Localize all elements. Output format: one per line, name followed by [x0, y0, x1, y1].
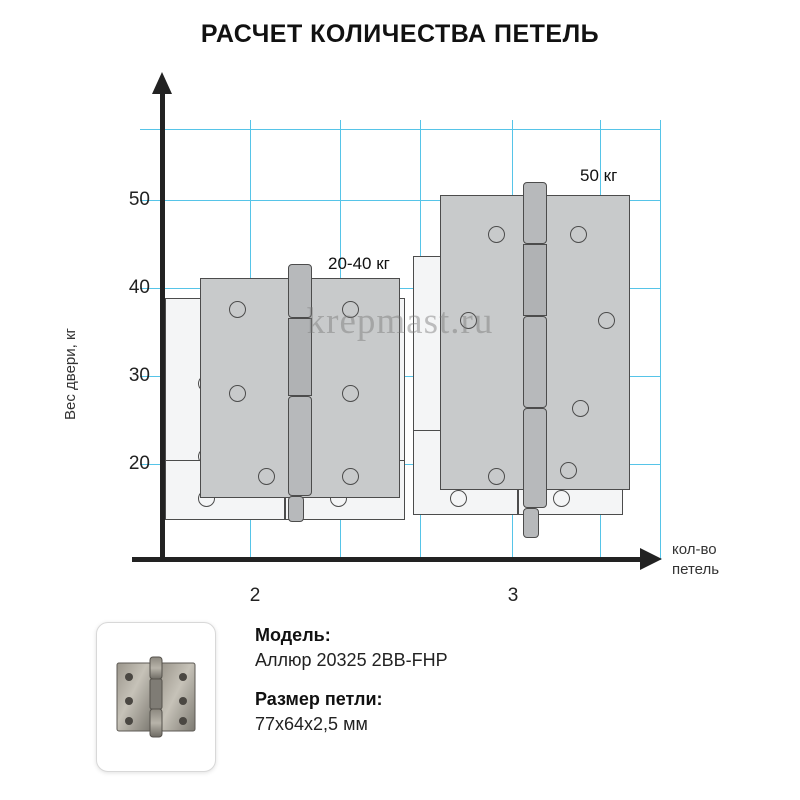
x-axis-title-line1: кол-во — [672, 541, 717, 558]
hinge3-hole-lower-1 — [450, 490, 467, 507]
hinge3-pin-mid2 — [523, 316, 547, 408]
product-photo-image — [107, 645, 205, 749]
product-info — [255, 625, 675, 753]
x-tick-3: 3 — [507, 585, 519, 606]
hinge3-hole-2 — [570, 226, 587, 243]
hinge3-hole-6 — [488, 468, 505, 485]
annotation-bar-2: 20-40 кг — [328, 254, 390, 273]
hinge3-hole-4 — [598, 312, 615, 329]
size-value: 77х64х2,5 мм — [255, 714, 368, 734]
model-value: Аллюр 20325 2BB-FHP — [255, 650, 448, 670]
page-title: РАСЧЕТ КОЛИЧЕСТВА ПЕТЕЛЬ — [200, 20, 600, 48]
annotation-bar-3: 50 кг — [580, 166, 618, 185]
product-photo — [96, 622, 216, 772]
y-tick-50: 50 — [128, 189, 150, 210]
hinge3-hole-lower-2 — [553, 490, 570, 507]
y-tick-30: 30 — [128, 365, 150, 386]
model-label: Модель: — [255, 625, 331, 645]
hinge3-leaf-left — [440, 195, 535, 490]
hinge3-pin-tail — [523, 508, 539, 538]
hinge-photo-icon — [107, 645, 205, 749]
hinge-group-3 — [0, 70, 800, 570]
y-tick-40: 40 — [128, 277, 150, 298]
x-tick-2: 2 — [249, 585, 261, 606]
hinge3-hole-7 — [560, 462, 577, 479]
y-tick-20: 20 — [128, 453, 150, 474]
hinge3-hole-1 — [488, 226, 505, 243]
x-axis-title-line2: петель — [672, 561, 720, 578]
watermark: krepmast.ru — [306, 301, 494, 342]
size-label: Размер петли: — [255, 689, 383, 709]
chart-area — [0, 70, 800, 620]
hinge3-pin-bottom — [523, 408, 547, 508]
hinge3-hole-5 — [572, 400, 589, 417]
hinge3-pin-top — [523, 182, 547, 244]
hinge3-hole-3 — [460, 312, 477, 329]
y-axis-title: Вес двери, кг — [62, 328, 79, 420]
hinge3-knuckle-mid — [523, 244, 547, 316]
